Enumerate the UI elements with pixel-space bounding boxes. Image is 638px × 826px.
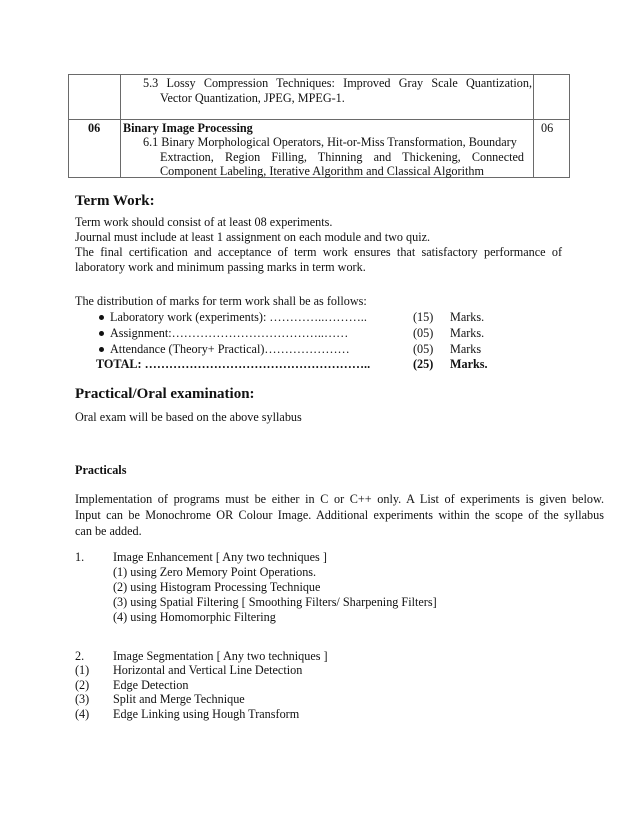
bullet-icon [99, 331, 104, 336]
marks-item-attendance-unit: Marks [450, 342, 482, 356]
experiment-2-sub-number: (1) [75, 663, 90, 677]
table-border-top [68, 74, 570, 75]
table-row2-line2: Extraction, Region Filling, Thinning and Thickening, Connected [160, 150, 524, 164]
marks-item-assignment: Assignment:………………………………..…… [99, 326, 348, 341]
table-row2-hours: 06 [541, 121, 554, 135]
table-row1-line2: Vector Quantization, JPEG, MPEG-1. [160, 91, 345, 105]
practicals-heading: Practicals [75, 463, 127, 477]
experiment-2-sub-number: (2) [75, 678, 90, 692]
experiment-1-sub: (4) using Homomorphic Filtering [113, 610, 276, 624]
term-work-line1: Term work should consist of at least 08 experiments. [75, 215, 333, 229]
term-work-line4: laboratory work and minimum passing marks in term work. [75, 260, 366, 274]
table-row2-line1: 6.1 Binary Morphological Operators, Hit-or-Miss Transformation, Boundary [143, 135, 517, 149]
marks-item-lab-unit: Marks. [450, 310, 485, 324]
marks-item-attendance: Attendance (Theory+ Practical)………………… [99, 342, 350, 357]
practicals-line2: Input can be Monochrome OR Colour Image. Additional experiments within the scope of the syllabus [75, 508, 604, 522]
experiment-2-sub-text: Edge Detection [113, 678, 189, 692]
marks-distribution-intro: The distribution of marks for term work shall be as follows: [75, 294, 367, 308]
oral-text: Oral exam will be based on the above syllabus [75, 410, 302, 424]
table-row2-line3: Component Labeling, Iterative Algorithm and Classical Algorithm [160, 164, 484, 178]
oral-heading: Practical/Oral examination: [75, 386, 255, 402]
experiment-2-sub-text: Edge Linking using Hough Transform [113, 707, 300, 721]
bullet-icon [99, 347, 104, 352]
experiment-2-sub-text: Horizontal and Vertical Line Detection [113, 663, 303, 677]
experiment-1-title: Image Enhancement [ Any two techniques ] [113, 550, 327, 564]
table-col-divider-1 [120, 74, 121, 178]
marks-total-unit: Marks. [450, 357, 488, 371]
experiment-2-sub-text: Split and Merge Technique [113, 692, 245, 706]
table-border-left [68, 74, 69, 178]
practicals-line3: can be added. [75, 524, 142, 538]
experiment-1-number: 1. [75, 550, 85, 564]
experiment-2-sub-number: (4) [75, 707, 90, 721]
table-row-divider [68, 119, 570, 120]
marks-total-label: TOTAL: ……………………………………………….. [96, 357, 371, 371]
marks-item-attendance-value: (05) [413, 342, 434, 356]
table-border-right [569, 74, 570, 178]
experiment-2-title: Image Segmentation [ Any two techniques ] [113, 649, 328, 663]
experiment-2-number: 2. [75, 649, 85, 663]
term-work-line2: Journal must include at least 1 assignment on each module and two quiz. [75, 230, 431, 244]
table-col-divider-2 [533, 74, 534, 178]
experiment-1-sub: (3) using Spatial Filtering [ Smoothing Filters/ Sharpening Filters] [113, 595, 437, 609]
practicals-line1: Implementation of programs must be either in C or C++ only. A List of experiments is given below. [75, 492, 604, 506]
experiment-1-sub: (2) using Histogram Processing Technique [113, 580, 321, 594]
term-work-line3: The final certification and acceptance of term work ensures that satisfactory performance of [75, 245, 562, 259]
marks-item-assignment-value: (05) [413, 326, 434, 340]
experiment-1-sub: (1) using Zero Memory Point Operations. [113, 565, 317, 579]
marks-item-assignment-unit: Marks. [450, 326, 485, 340]
marks-item-lab: Laboratory work (experiments): …………..……….. [99, 310, 367, 325]
table-row2-title: Binary Image Processing [123, 121, 253, 135]
bullet-icon [99, 315, 104, 320]
table-row2-number: 06 [88, 121, 101, 135]
table-row1-line1: 5.3 Lossy Compression Techniques: Improved Gray Scale Quantization, [143, 76, 532, 90]
marks-item-lab-value: (15) [413, 310, 434, 324]
marks-total-value: (25) [413, 357, 434, 371]
experiment-2-sub-number: (3) [75, 692, 90, 706]
term-work-heading: Term Work: [75, 193, 155, 209]
